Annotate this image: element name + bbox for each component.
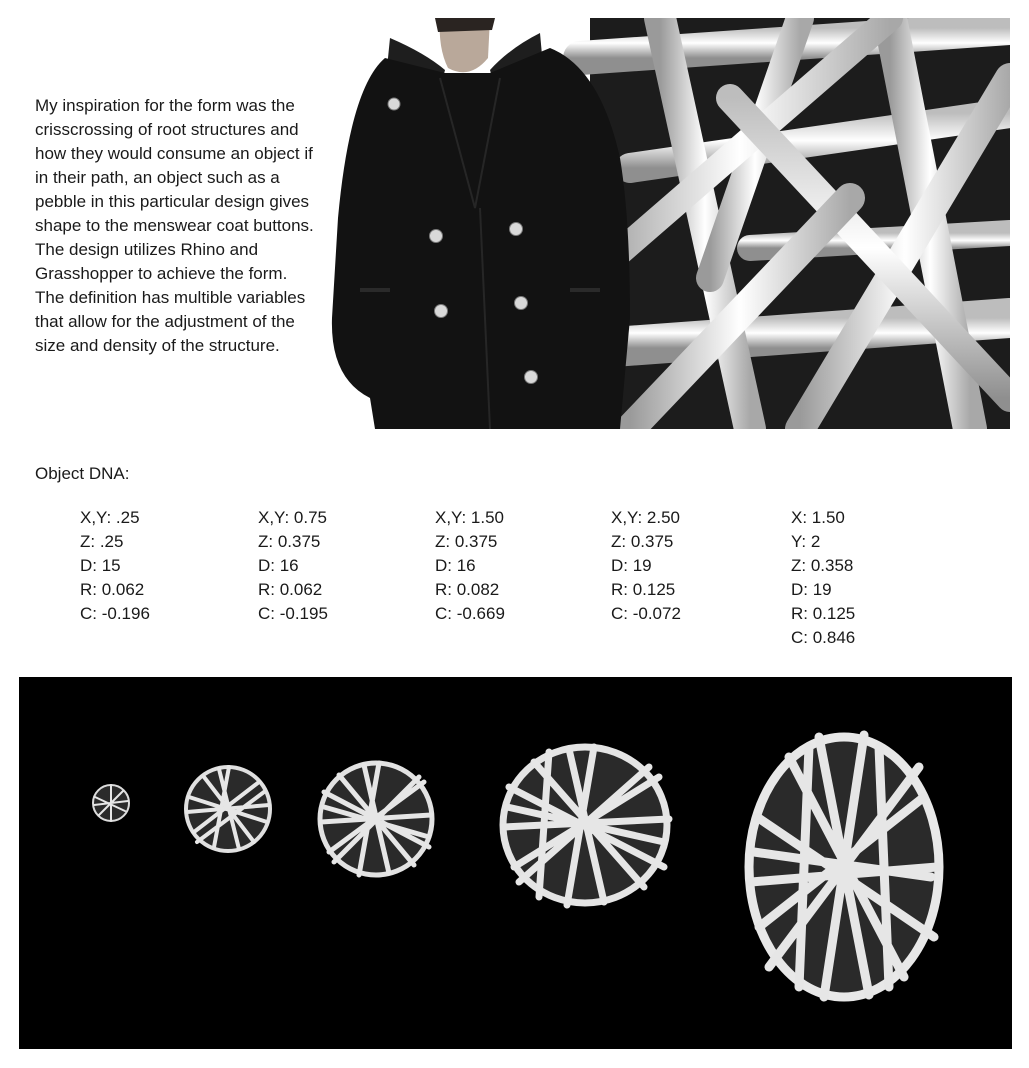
lattice-background	[580, 18, 1010, 429]
dna-value: D: 19	[791, 580, 832, 599]
object-renders-strip	[19, 677, 1012, 1049]
dna-value: X,Y: .25	[80, 508, 140, 527]
dna-column-2	[258, 506, 328, 626]
dna-value: Y: 2	[791, 532, 821, 551]
dna-value: C: -0.669	[435, 604, 505, 623]
dna-value: R: 0.062	[80, 580, 145, 599]
dna-value: D: 16	[258, 556, 299, 575]
dna-column-3	[435, 506, 505, 626]
intro-paragraph: My inspiration for the form was the crisscrossing of root structures and how they would consume an object if in their path, an object such as a pebble in this particular design gives shape to the menswear coat buttons. The design utilizes Rhino and Grasshopper to achieve the form. The definition has multible variables that allow for the adjustment of the size and density of the structure.	[35, 96, 314, 355]
dna-value: D: 15	[80, 556, 121, 575]
dna-value: C: -0.196	[80, 604, 150, 623]
render-object-5	[749, 735, 939, 997]
dna-value: X,Y: 0.75	[258, 508, 327, 527]
dna-value: D: 16	[435, 556, 476, 575]
dna-value: Z: 0.358	[791, 556, 854, 575]
dna-column-5	[791, 506, 855, 650]
dna-value: R: 0.082	[435, 580, 500, 599]
dna-column-4	[611, 506, 681, 626]
render-object-1	[93, 785, 129, 821]
dna-value: X,Y: 2.50	[611, 508, 680, 527]
dna-value: C: 0.846	[791, 628, 856, 647]
model-in-coat	[332, 18, 630, 429]
dna-value: Z: 0.375	[435, 532, 498, 551]
hero-image	[330, 18, 1010, 429]
dna-value: Z: 0.375	[258, 532, 321, 551]
object-dna-title: Object DNA:	[35, 464, 130, 483]
render-object-4	[503, 747, 669, 905]
dna-value: X,Y: 1.50	[435, 508, 504, 527]
dna-value: C: -0.072	[611, 604, 681, 623]
render-object-3	[320, 763, 432, 875]
dna-value: C: -0.195	[258, 604, 328, 623]
render-object-2	[186, 767, 270, 851]
dna-column-1	[80, 506, 150, 626]
dna-value: Z: .25	[80, 532, 124, 551]
dna-value: Z: 0.375	[611, 532, 674, 551]
dna-value: D: 19	[611, 556, 652, 575]
dna-value: R: 0.125	[791, 604, 856, 623]
dna-value: R: 0.062	[258, 580, 323, 599]
dna-value: X: 1.50	[791, 508, 845, 527]
dna-value: R: 0.125	[611, 580, 676, 599]
